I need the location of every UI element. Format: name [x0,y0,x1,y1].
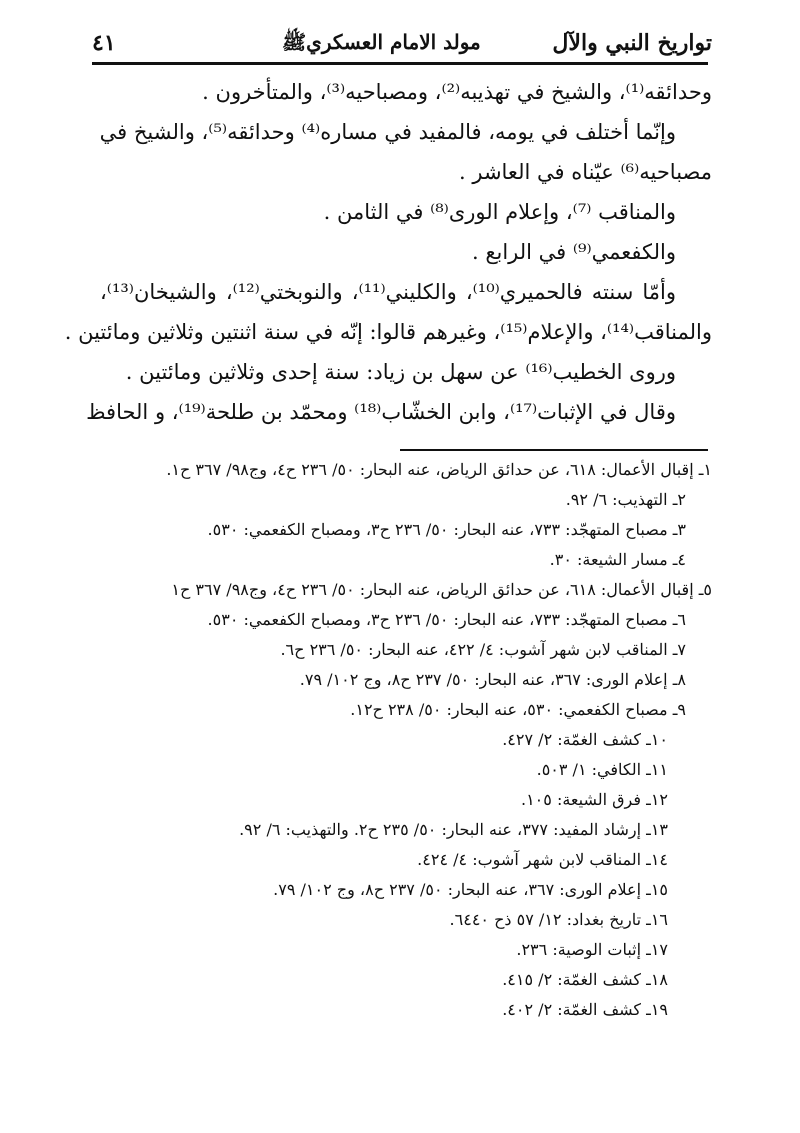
body-line: والمناقب⁽¹⁴⁾، والإعلام⁽¹⁵⁾، وغيرهم قالوا: إنّه في سنة اثنتين وثلاثين ومائتين . [64,320,712,344]
footnote: ٣ـ مصباح المتهجّد: ٧٣٣، عنه البحار: ٥٠/ ٢٣٦ ح٣، ومصباح الكفعمي: ٥٣٠. [207,520,686,539]
book-title: تواريخ النبي والآل [552,30,712,56]
body-line: والمناقب ⁽⁷⁾، وإعلام الورى⁽⁸⁾ في الثامن . [323,200,676,224]
footnotes [100,455,712,1025]
running-header [0,18,800,68]
footnote: ١٤ـ المناقب لابن شهر آشوب: ٤/ ٤٢٤. [417,850,668,869]
footnote: ١٦ـ تاريخ بغداد: ١٢/ ٥٧ ذح ٦٤٤٠. [449,910,668,929]
chapter-title-group [282,30,481,59]
body-line: وحدائقه⁽¹⁾، والشيخ في تهذيبه⁽²⁾، ومصباحيه⁽³⁾، والمتأخرون . [202,80,712,104]
footnote: ١٩ـ كشف الغمّة: ٢/ ٤٠٢. [502,1000,668,1019]
footnote: ١٨ـ كشف الغمّة: ٢/ ٤١٥. [502,970,668,989]
footnote: ٥ـ إقبال الأعمال: ٦١٨، عن حدائق الرياض، عنه البحار: ٥٠/ ٢٣٦ ح٤، وج٩٨/ ٣٦٧ ح١ [171,580,712,599]
footnote: ١١ـ الكافي: ١/ ٥٠٣. [536,760,668,779]
body-line: وأمّا سنته فالحميري⁽¹⁰⁾، والكليني⁽¹¹⁾، والنوبختي⁽¹²⁾، والشيخان⁽¹³⁾، [100,280,677,304]
body-line: وقال في الإثبات⁽¹⁷⁾، وابن الخشّاب⁽¹⁸⁾ ومحمّد بن طلحة⁽¹⁹⁾، و الحافظ [86,400,676,424]
chapter-title: مولد الامام العسكري [306,30,481,54]
footnote: ٨ـ إعلام الورى: ٣٦٧، عنه البحار: ٥٠/ ٢٣٧ ح٨، وج ١٠٢/ ٧٩. [299,670,686,689]
main-text [64,72,712,432]
footnote: ١٧ـ إثبات الوصية: ٢٣٦. [516,940,668,959]
footnote: ٦ـ مصباح المتهجّد: ٧٣٣، عنه البحار: ٥٠/ ٢٣٦ ح٣، ومصباح الكفعمي: ٥٣٠. [207,610,686,629]
page-number: ٤١ [92,30,116,56]
honorific-glyph: ﷺ [282,30,307,54]
footnote: ١٥ـ إعلام الورى: ٣٦٧، عنه البحار: ٥٠/ ٢٣٧ ح٨، وج ١٠٢/ ٧٩. [273,880,668,899]
header-divider [92,62,708,65]
footnote: ٢ـ التهذيب: ٦/ ٩٢. [565,490,686,509]
footnote: ٧ـ المناقب لابن شهر آشوب: ٤/ ٤٢٢، عنه البحار: ٥٠/ ٢٣٦ ح٦. [280,640,686,659]
footnote: ١٠ـ كشف الغمّة: ٢/ ٤٢٧. [502,730,668,749]
footnote: ٤ـ مسار الشيعة: ٣٠. [549,550,686,569]
body-line: مصباحيه⁽⁶⁾ عيّناه في العاشر . [459,160,712,184]
footnote: ٩ـ مصباح الكفعمي: ٥٣٠، عنه البحار: ٥٠/ ٢٣٨ ح١٢. [350,700,686,719]
footnote-separator [400,449,708,451]
body-line: وإنّما أختلف في يومه، فالمفيد في مساره⁽⁴⁾ وحدائقه⁽⁵⁾، والشيخ في [99,120,676,144]
footnote: ١٣ـ إرشاد المفيد: ٣٧٧، عنه البحار: ٥٠/ ٢٣٥ ح٢. والتهذيب: ٦/ ٩٢. [239,820,668,839]
footnote: ١٢ـ فرق الشيعة: ١٠٥. [520,790,668,809]
body-line: وروى الخطيب⁽¹⁶⁾ عن سهل بن زياد: سنة إحدى وثلاثين ومائتين . [125,360,676,384]
footnote: ١ـ إقبال الأعمال: ٦١٨، عن حدائق الرياض، عنه البحار: ٥٠/ ٢٣٦ ح٤، وج٩٨/ ٣٦٧ ح١. [166,460,712,479]
body-line: والكفعمي⁽⁹⁾ في الرابع . [471,240,676,264]
